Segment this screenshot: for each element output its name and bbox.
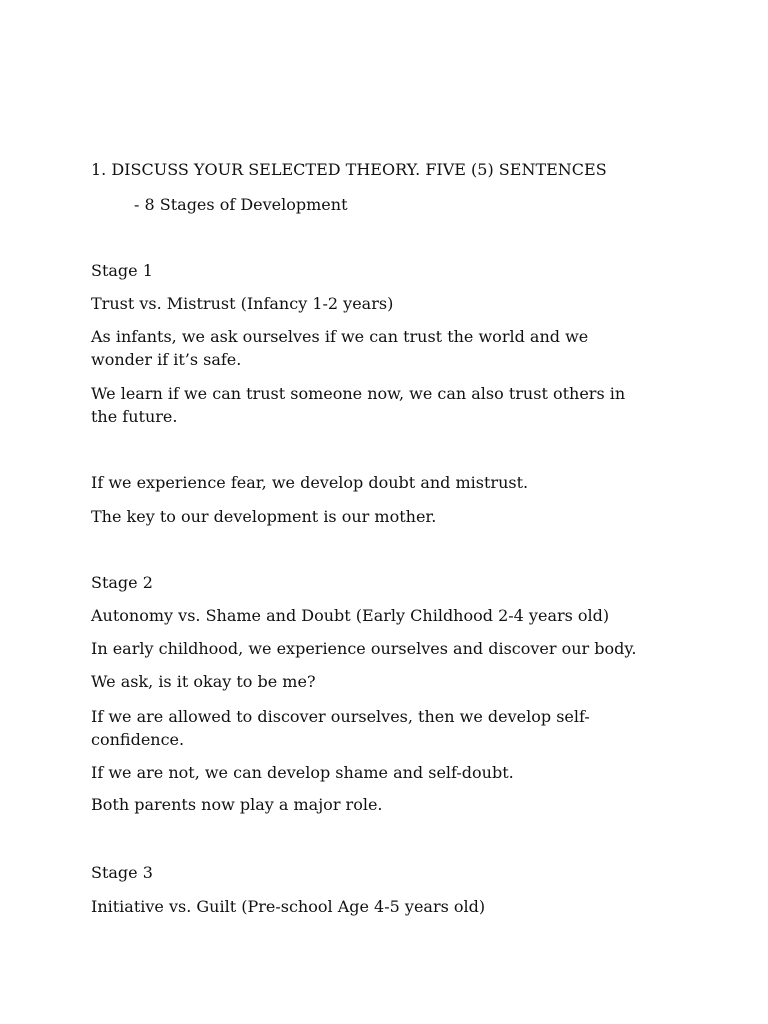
stage-2-paragraph-1: In early childhood, we experience ourselves and discover our body. xyxy=(91,639,637,658)
stage-1-paragraph-2-line-1: We learn if we can trust someone now, we can also trust others in xyxy=(91,384,626,403)
stage-2-label: Stage 2 xyxy=(91,573,153,592)
stage-2-title: Autonomy vs. Shame and Doubt (Early Childhood 2-4 years old) xyxy=(91,606,610,625)
stage-1-paragraph-2-line-2: the future. xyxy=(91,407,178,426)
stage-3-label: Stage 3 xyxy=(91,863,153,882)
stage-1-paragraph-1-line-1: As infants, we ask ourselves if we can trust the world and we xyxy=(91,327,589,346)
stage-3-title: Initiative vs. Guilt (Pre-school Age 4-5 years old) xyxy=(91,897,486,916)
stage-1-title: Trust vs. Mistrust (Infancy 1-2 years) xyxy=(91,294,394,313)
stage-2-paragraph-4: If we are not, we can develop shame and self-doubt. xyxy=(91,763,514,782)
stage-1-paragraph-4: The key to our development is our mother. xyxy=(91,507,437,526)
stage-2-paragraph-2: We ask, is it okay to be me? xyxy=(91,672,316,691)
stage-2-paragraph-5: Both parents now play a major role. xyxy=(91,795,383,814)
question-heading: 1. DISCUSS YOUR SELECTED THEORY. FIVE (5) SENTENCES xyxy=(91,160,607,179)
stage-1-paragraph-3: If we experience fear, we develop doubt and mistrust. xyxy=(91,473,529,492)
stage-2-paragraph-3-line-1: If we are allowed to discover ourselves, then we develop self- xyxy=(91,707,590,726)
stage-2-paragraph-3-line-2: confidence. xyxy=(91,730,185,749)
stage-1-label: Stage 1 xyxy=(91,261,153,280)
theory-subheading: - 8 Stages of Development xyxy=(134,195,348,214)
stage-1-paragraph-1-line-2: wonder if it’s safe. xyxy=(91,350,242,369)
